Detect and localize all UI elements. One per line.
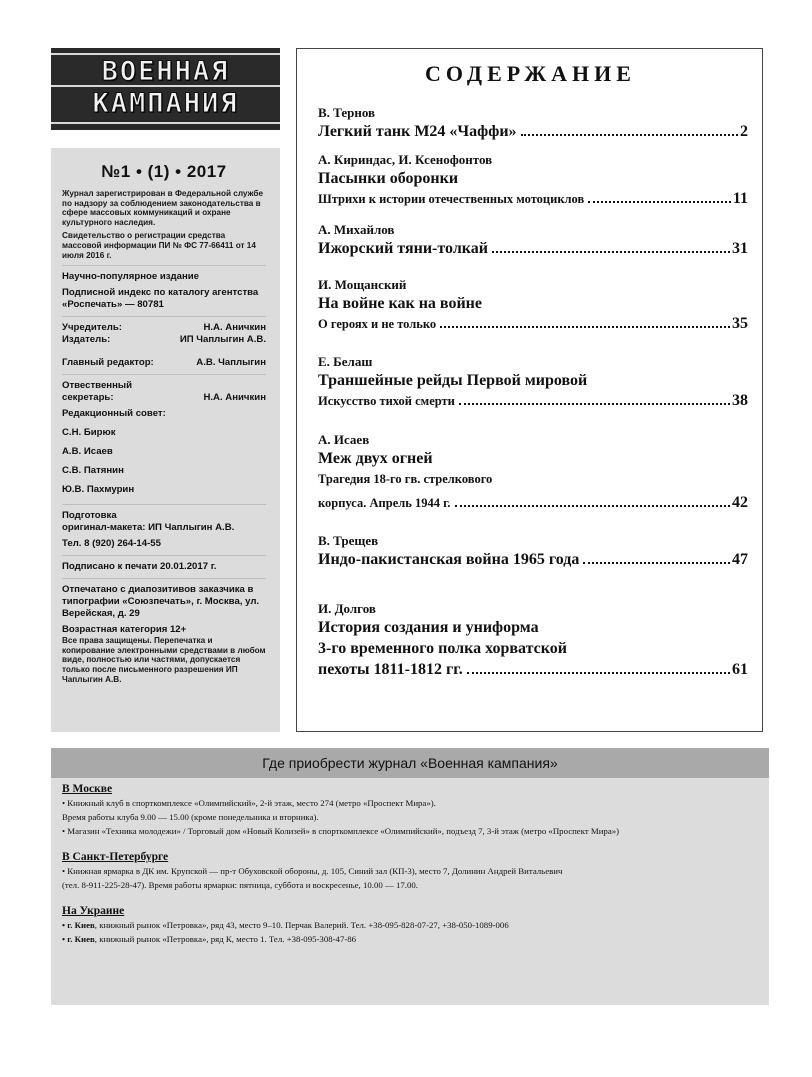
article-author: А. Исаев xyxy=(318,432,370,447)
article-title: Ижорский тяни-толкай xyxy=(318,240,488,257)
chief-editor-row xyxy=(62,357,266,369)
issue-number: №1 • (1) • 2017 xyxy=(101,162,227,181)
board-member: С.В. Патянин xyxy=(62,465,124,477)
page-number: 31 xyxy=(732,240,748,257)
toc-entry[interactable] xyxy=(318,152,748,210)
secretary-label-1: Отвественный xyxy=(62,380,132,392)
article-title: пехоты 1811-1812 гг. xyxy=(318,661,463,678)
layout-value: оригинал-макета: ИП Чаплыгин А.В. xyxy=(62,522,235,534)
publisher-row xyxy=(62,334,266,346)
leader-dots xyxy=(588,201,731,203)
board-label: Редакционный совет: xyxy=(62,408,166,420)
phone: Тел. 8 (920) 264-14-55 xyxy=(62,538,161,550)
leader-dots xyxy=(492,251,730,253)
toc-entry[interactable] xyxy=(318,277,748,335)
store-details: , книжный рынок «Петровка», ряд 43, место 9–10. Перчак Валерий. Тел. +38-095-828-07-27, +38-050-1089-006 xyxy=(94,920,509,930)
article-title: 3-го временного полка хорватской xyxy=(318,640,567,657)
toc-entry[interactable] xyxy=(318,105,748,142)
signed-date: Подписано к печати 20.01.2017 г. xyxy=(62,561,217,573)
logo-word-2: КАМПАНИЯ xyxy=(92,88,239,119)
logo-word-1: ВОЕННАЯ xyxy=(101,56,230,87)
article-subtitle: О героях и не только xyxy=(318,317,437,331)
city-heading-moscow: В Москве xyxy=(62,783,113,795)
printing-house: Отпечатано с диапозитивов заказчика в типографии «Союзпечать», г. Москва, ул. Верейская, д. 29 xyxy=(62,584,260,620)
subscription-index: Подписной индекс по каталогу агентства «Роспечать» — 80781 xyxy=(62,287,259,311)
table-of-contents xyxy=(296,48,763,732)
founder-row xyxy=(62,322,266,334)
chief-editor-label: Главный редактор: xyxy=(62,357,154,369)
edition-type: Научно-популярное издание xyxy=(62,271,200,283)
page-number: 2 xyxy=(740,123,748,140)
article-author: И. Мощанский xyxy=(318,277,407,292)
store-line: • Магазин «Техника молодежи» / Торговый дом «Новый Колизей» в спорткомплексе «Олимпийский», подъезд 7, 3-й этаж (метро «Проспект Мира») xyxy=(62,826,620,836)
leader-dots xyxy=(521,134,738,136)
imprint-panel xyxy=(51,148,280,732)
logo-stripe xyxy=(51,53,280,55)
layout-label: Подготовка xyxy=(62,510,117,522)
board-member: А.В. Исаев xyxy=(62,446,113,458)
page-number: 35 xyxy=(732,315,748,332)
registration-note: Журнал зарегистрирован в Федеральной службе по надзору за соблюдением законодательства в сфере массовых коммуникаций и охране культурного наследия. xyxy=(62,189,263,227)
toc-entry[interactable] xyxy=(318,222,748,259)
certificate-note: Свидетельство о регистрации средства массовой информации ПИ № ФС 77-66411 от 14 июля 2016 г. xyxy=(62,231,256,260)
page-number: 47 xyxy=(732,551,748,568)
article-title: Меж двух огней xyxy=(318,450,433,467)
logo-stripe xyxy=(51,122,280,124)
store-details: , книжный рынок «Петровка», ряд К, место 1. Тел. +38-095-308-47-86 xyxy=(94,934,357,944)
city-heading-spb: В Санкт-Петербурге xyxy=(62,851,169,863)
article-author: И. Долгов xyxy=(318,601,376,616)
contents-title: СОДЕРЖАНИЕ xyxy=(425,61,636,86)
publisher-value: ИП Чаплыгин А.В. xyxy=(179,334,266,346)
chief-editor-value: А.В. Чаплыгин xyxy=(196,357,266,369)
toc-entry[interactable] xyxy=(318,601,748,680)
secretary-label-2: секретарь: xyxy=(62,392,114,404)
article-title: Траншейные рейды Первой мировой xyxy=(318,372,588,389)
store-line xyxy=(62,932,758,946)
leader-dots xyxy=(440,326,730,328)
store-line: • Книжная ярмарка в ДК им. Крупской — пр-т Обуховской обороны, д. 105, Синий зал (КП-3), место 7, Долинин Андрей Витальевич xyxy=(62,866,563,876)
board-member: С.Н. Бирюк xyxy=(62,427,116,439)
article-subtitle: Трагедия 18-го гв. стрелкового xyxy=(318,472,493,486)
toc-entry[interactable] xyxy=(318,533,748,570)
leader-dots xyxy=(467,672,730,674)
store-line xyxy=(62,918,758,932)
board-member: Ю.В. Пахмурин xyxy=(62,484,135,496)
rights-note: Все права защищены. Перепечатка и копирование электронными средствами в любом виде, полностью или частями, допускается только после письменного разрешения ИП Чаплыгин А.В. xyxy=(62,636,266,684)
store-line: • Книжный клуб в спорткомплексе «Олимпийский», 2-й этаж, место 274 (метро «Проспект Мира»). xyxy=(62,798,436,808)
publisher-label: Издатель: xyxy=(62,334,111,346)
page-number: 61 xyxy=(732,661,748,678)
article-title: Индо-пакистанская война 1965 года xyxy=(318,551,580,568)
page-number: 11 xyxy=(732,190,748,207)
article-title: Пасынки оборонки xyxy=(318,170,459,187)
article-title: История создания и униформа xyxy=(318,619,539,636)
store-line: Время работы клуба 9.00 — 15.00 (кроме понедельника и вторника). xyxy=(62,812,319,822)
article-title: Легкий танк М24 «Чаффи» xyxy=(318,123,517,140)
city-heading-ukraine: На Украине xyxy=(62,905,125,917)
article-subtitle: Искусство тихой смерти xyxy=(318,394,455,408)
article-subtitle: корпуса. Апрель 1944 г. xyxy=(318,496,451,510)
article-subtitle: Штрихи к истории отечественных мотоциклов xyxy=(318,192,585,206)
founder-value: Н.А. Аничкин xyxy=(203,322,266,334)
leader-dots xyxy=(455,505,730,507)
article-author: А. Кириндас, И. Ксенофонтов xyxy=(318,152,493,167)
article-author: В. Трещев xyxy=(318,533,379,548)
founder-label: Учредитель: xyxy=(62,322,122,334)
store-line: (тел. 8-911-225-28-47). Время работы ярмарки: пятница, суббота и воскресенье, 10.00 — 17.00. xyxy=(62,880,418,890)
where-to-buy-panel xyxy=(51,748,769,1005)
store-city: • г. Киев xyxy=(62,920,95,930)
toc-entry[interactable] xyxy=(318,432,748,514)
age-category: Возрастная категория 12+ xyxy=(62,624,187,636)
article-author: Е. Белаш xyxy=(318,354,373,369)
page-number: 38 xyxy=(732,392,748,409)
page-number: 42 xyxy=(732,494,748,511)
leader-dots xyxy=(583,562,730,564)
magazine-logo xyxy=(51,48,280,130)
store-city: • г. Киев xyxy=(62,934,95,944)
article-author: А. Михайлов xyxy=(318,222,395,237)
leader-dots xyxy=(459,403,730,405)
toc-entry[interactable] xyxy=(318,354,748,412)
secretary-row xyxy=(62,392,266,404)
where-to-buy-heading: Где приобрести журнал «Военная кампания» xyxy=(51,748,769,778)
article-author: В. Тернов xyxy=(318,105,376,120)
article-title: На войне как на войне xyxy=(318,295,482,312)
secretary-value: Н.А. Аничкин xyxy=(203,392,266,404)
